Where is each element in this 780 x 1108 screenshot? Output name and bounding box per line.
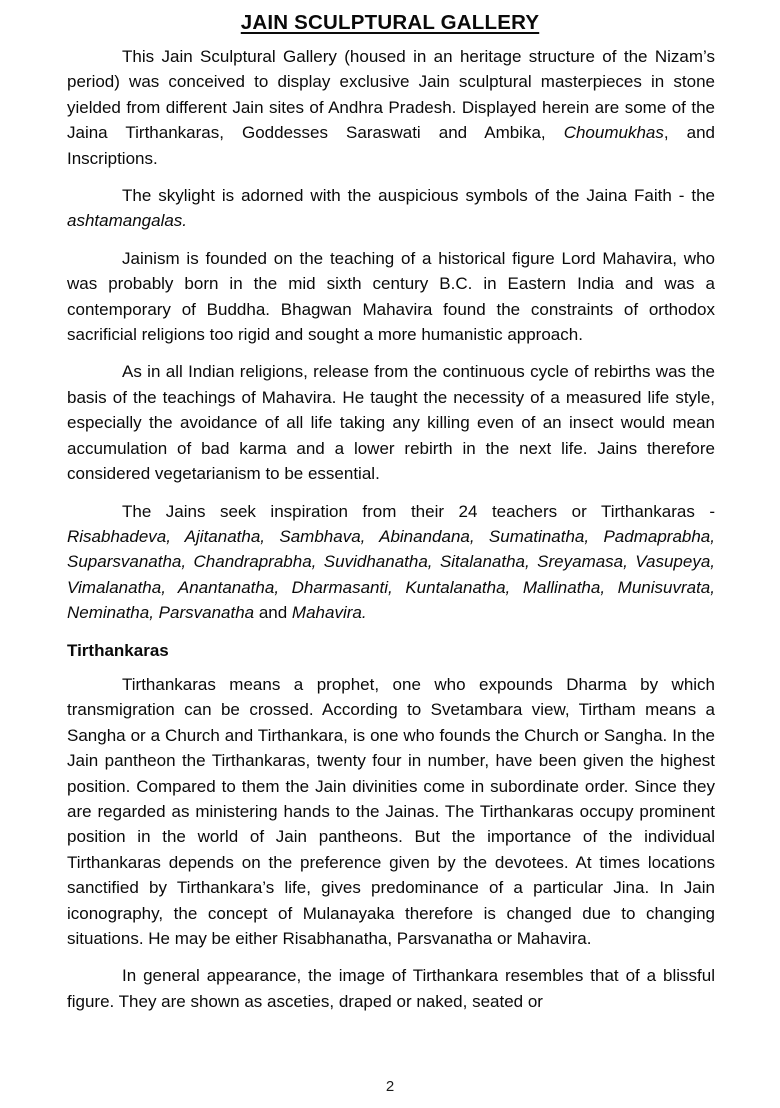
paragraph-intro: This Jain Sculptural Gallery (housed in an heritage structure of the Nizam’s period) was conceived to display exclusive Jain sculptural masterpieces in stone yielded from different Jain sites of Andhra Pradesh. Displayed herein are some of the Jaina Tirthankaras, Goddesses Saraswati and Ambika, Choumukhas, and Inscriptions.	[67, 47, 715, 168]
subheading-tirthankaras: Tirthankaras	[67, 640, 169, 660]
page-title-underline: JAIN SCULPTURAL GALLERY	[240, 11, 540, 34]
page-number: 2	[385, 1078, 395, 1095]
paragraph-tirthankaras-meaning: Tirthankaras means a prophet, one who expounds Dharma by which transmigration can be crossed. According to Svetambara view, Tirtham means a Sangha or a Church and Tirthankara, is one who founds the Church or Sangha. In the Jain pantheon the Tirthankaras, twenty four in number, have been given the highest position. Compared to them the Jain divinities come in subordinate order. Since they are regarded as ministering hands to the Jainas. The Tirthankaras occupy prominent position in the world of Jain pantheons. But the importance of the individual Tirthankaras depends on the preference given by the devotees. At times locations sanctified by Tirthankara’s life, gives predominance of a particular Jina. In Jain iconography, the concept of Mulanayaka therefore is changed due to changing situations. He may be either Risabhanatha, Parsvanatha or Mahavira.	[67, 674, 715, 948]
paragraph-general-appearance: In general appearance, the image of Tirthankara resembles that of a blissful figure. They are shown as asceties, draped or naked, seated or	[67, 966, 715, 1011]
paragraph-rebirth: As in all Indian religions, release from the continuous cycle of rebirths was the basis of the teachings of Mahavira. He taught the necessity of a measured life style, especially the avoidance of all life taking any killing even of an insect would mean accumulation of bad karma and a lower rebirth in the next life. Jains therefore considered vegetarianism to be essential.	[67, 362, 715, 484]
paragraph-twentyfour-teachers: The Jains seek inspiration from their 24 teachers or Tirthankaras - Risabhadeva, Ajitanatha, Sambhava, Abinandana, Sumatinatha, Padmaprabha, Suparsvanatha, Chandraprabha, Suvidhanatha, Sitalanatha, Sreyamasa, Vasupeya, Vimalanatha, Anantanatha, Dharmasanti, Kuntalanatha, Mallinatha, Munisuvrata, Neminatha, Parsvanatha and Mahavira.	[67, 501, 715, 623]
document-body	[67, 44, 715, 1026]
paragraph-jainism-founding: Jainism is founded on the teaching of a historical figure Lord Mahavira, who was probably born in the mid sixth century B.C. in Eastern India and was a contemporary of Buddha. Bhagwan Mahavira found the constraints of orthodox sacrificial religions too rigid and sought a more humanistic approach.	[67, 248, 715, 345]
page-title	[0, 0, 780, 36]
paragraph-skylight: The skylight is adorned with the auspicious symbols of the Jaina Faith - the ashtamangalas.	[67, 186, 715, 231]
